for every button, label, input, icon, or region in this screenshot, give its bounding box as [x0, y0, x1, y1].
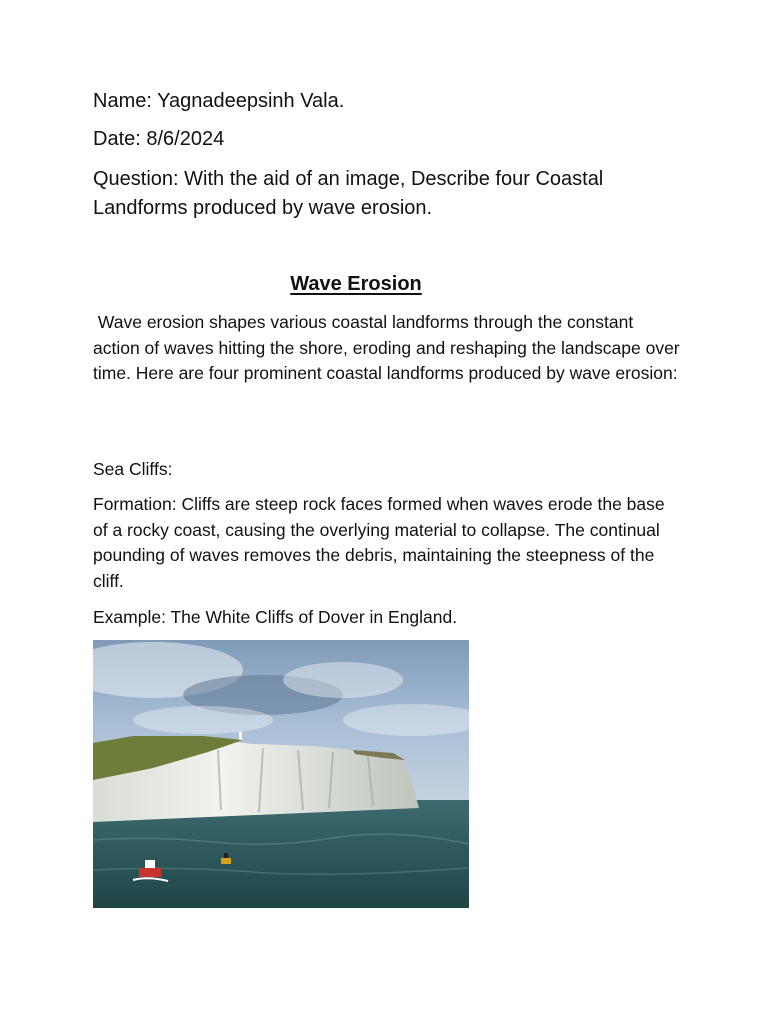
date-line: Date: 8/6/2024 [93, 128, 225, 150]
example-line: Example: The White Cliffs of Dover in England. [93, 607, 458, 627]
section-heading: Sea Cliffs: [93, 459, 173, 479]
name-line: Name: Yagnadeepsinh Vala. [93, 90, 345, 112]
formation-paragraph: Formation: Cliffs are steep rock faces formed when waves erode the base of a rocky coast, causing the overlying material to collapse. The continual pounding of waves removes the debris, maintaining the steepness of the cliff. [93, 494, 665, 591]
intro-paragraph: Wave erosion shapes various coastal landforms through the constant action of waves hitting the shore, eroding and reshaping the landscape over time. Here are four prominent coastal landforms produced by wave erosion: [93, 312, 685, 383]
page-title-text: Wave Erosion [290, 273, 422, 295]
white-cliffs-photo [93, 640, 469, 908]
page-title [0, 271, 712, 297]
question-line: Question: With the aid of an image, Describe four Coastal Landforms produced by wave erosion. [93, 168, 604, 219]
